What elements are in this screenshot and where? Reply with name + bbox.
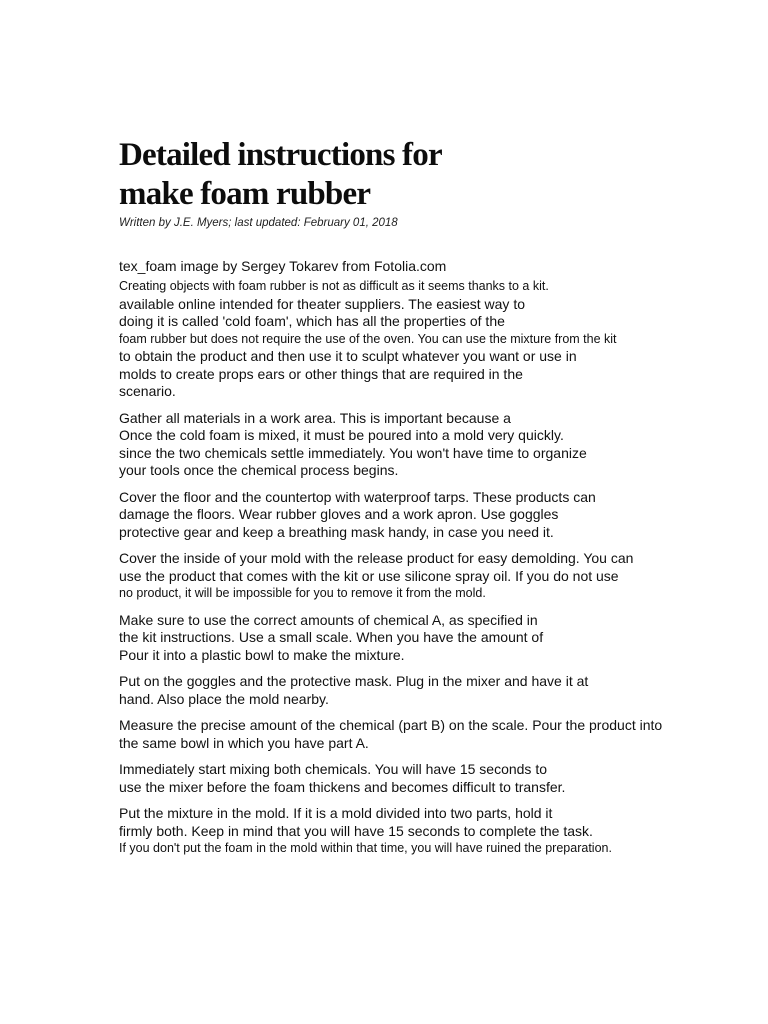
article-paragraph [119,761,719,796]
paragraph-line: Measure the precise amount of the chemical (part B) on the scale. Pour the product into [119,717,663,733]
article-paragraph [119,550,719,603]
article-paragraph [119,717,719,752]
paragraph-line: your tools once the chemical process begins. [119,462,399,478]
article-paragraph [119,673,719,708]
paragraph-line: the kit instructions. Use a small scale. When you have the amount of [119,629,544,645]
article-title-line: Detailed instructions for [119,137,442,173]
paragraph-line: Creating objects with foam rubber is not as difficult as it seems thanks to a kit. [119,279,549,293]
paragraph-line: use the mixer before the foam thickens and becomes difficult to transfer. [119,778,566,795]
paragraph-line: no product, it will be impossible for you to remove it from the mold. [119,586,486,600]
paragraph-line: doing it is called 'cold foam', which has all the properties of the [119,313,505,329]
article-paragraph [119,489,719,542]
article-body [119,278,719,858]
article-paragraph [119,612,719,665]
paragraph-line: to obtain the product and then use it to sculpt whatever you want or use in [119,348,577,364]
paragraph-line: Gather all materials in a work area. This is important because a [119,409,511,426]
paragraph-line: foam rubber but does not require the use of the oven. You can use the mixture from the kit [119,331,617,346]
article-byline: Written by J.E. Myers; last updated: February 01, 2018 [119,217,398,229]
paragraph-line: firmly both. Keep in mind that you will have 15 seconds to complete the task. [119,822,593,839]
paragraph-line: Immediately start mixing both chemicals. You will have 15 seconds to [119,761,547,777]
paragraph-line: Pour it into a plastic bowl to make the mixture. [119,646,405,663]
article-title [119,136,719,214]
article-paragraph [119,410,719,480]
article-paragraph [119,278,719,401]
paragraph-line: protective gear and keep a breathing mask handy, in case you need it. [119,523,554,540]
paragraph-line: Cover the floor and the countertop with waterproof tarps. These products can [119,488,596,505]
article-title-line: make foam rubber [119,176,371,212]
paragraph-line: use the product that comes with the kit or use silicone spray oil. If you do not use [119,567,619,584]
paragraph-line: damage the floors. Wear rubber gloves and a work apron. Use goggles [119,506,559,522]
paragraph-line: since the two chemicals settle immediately. You won't have time to organize [119,444,587,461]
paragraph-line: Put on the goggles and the protective mask. Plug in the mixer and have it at [119,673,589,689]
paragraph-line: Make sure to use the correct amounts of chemical A, as specified in [119,611,538,628]
paragraph-line: Put the mixture in the mold. If it is a mold divided into two parts, hold it [119,805,553,821]
paragraph-line: Cover the inside of your mold with the release product for easy demolding. You can [119,550,634,566]
paragraph-line: available online intended for theater suppliers. The easiest way to [119,295,525,312]
paragraph-line: the same bowl in which you have part A. [119,734,369,751]
article-paragraph [119,805,719,858]
article [119,136,719,858]
paragraph-line: molds to create props ears or other things that are required in the [119,365,523,382]
paragraph-line: hand. Also place the mold nearby. [119,690,329,707]
paragraph-line: scenario. [119,383,176,399]
paragraph-line: If you don't put the foam in the mold within that time, you will have ruined the preparation. [119,841,612,855]
paragraph-line: Once the cold foam is mixed, it must be poured into a mold very quickly. [119,427,564,443]
image-credit: tex_foam image by Sergey Tokarev from Fotolia.com [119,258,447,274]
